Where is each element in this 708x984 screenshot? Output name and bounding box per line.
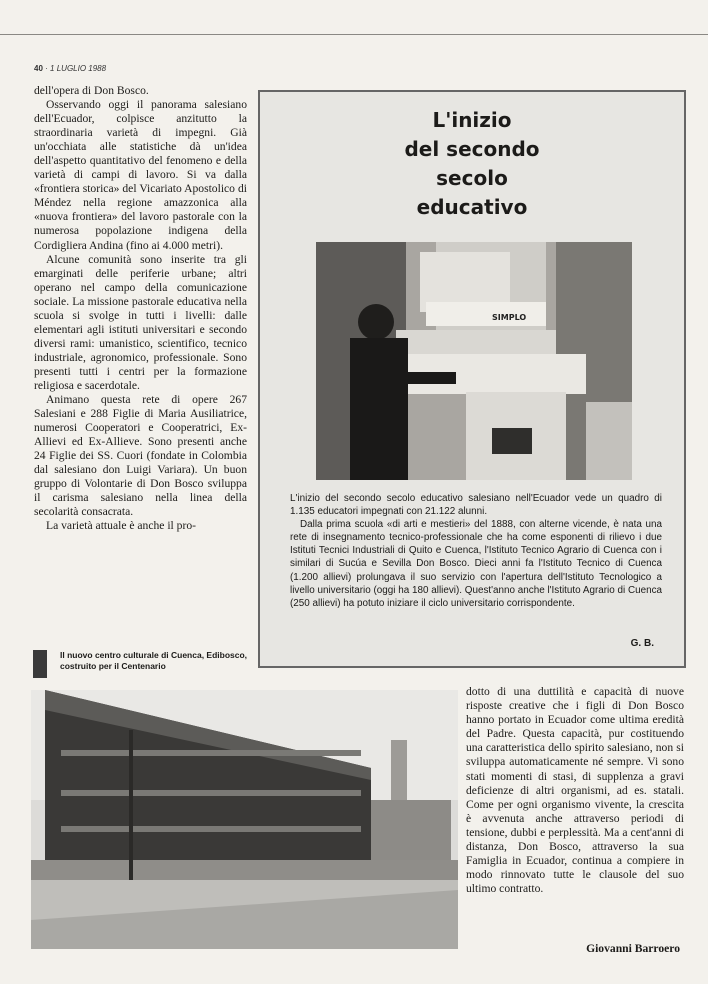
feature-box bbox=[258, 90, 686, 668]
paragraph: La varietà attuale è anche il pro- bbox=[46, 519, 196, 533]
feature-title-line: del secondo bbox=[404, 137, 540, 161]
photo-milling-machine bbox=[316, 242, 632, 480]
building-illustration bbox=[31, 690, 458, 949]
feature-title-line: L'inizio bbox=[432, 108, 512, 132]
paragraph: dell'opera di Don Bosco. bbox=[34, 84, 149, 97]
photo-building bbox=[31, 690, 458, 949]
caption-paragraph: L'inizio del secondo secolo educativo salesiano nell'Ecuador vede un quadro di 1.135 educatori impegnati con 21.122 alunni. bbox=[290, 493, 662, 518]
header-separator: · bbox=[45, 64, 48, 73]
photo-caption: Il nuovo centro culturale di Cuenca, Edibosco, costruito per il Centenario bbox=[60, 650, 248, 671]
caption-paragraph: Dalla prima scuola «di arti e mestieri» del 1888, con alterne vicende, è nata una rete di insegnamento tecnico-professionale che ha come esponenti di rilievo i due Istituti Tecnici Industriali di Quito e Cuenca, l'Istituto Tecnico Agrario di Cuenca con i similari di Sucúa e Sevilla Don Bosco. Dieci anni fa l'Istituto Tecnico di Cuenca (1.200 allievi) prolungava il suo servizio con l'apertura dell'Istituto Tecnologico a livello universitario (oggi ha 180 allievi). Quest'anno anche l'Istituto Agrario di Cuenca (250 allievi) ha potuto iniziare il ciclo universitario corrispondente. bbox=[290, 519, 662, 609]
paragraph: Alcune comunità sono inserite tra gli emarginati delle periferie urbane; altri operano nel campo della comunicazione sociale. La missione pastorale educativa nella scuola si svolge in tutti i livelli: dalle elementari agli istituti universitari e secondo diversi rami: umanistico, scientifico, tecnico industriale, agronomico, professionale. Sono presenti tutti i centri per la formazione religiosa e sacerdotale. bbox=[34, 252, 247, 392]
caption-signature: G. B. bbox=[630, 638, 654, 649]
machine-illustration bbox=[316, 242, 632, 480]
feature-title-line: secolo bbox=[436, 166, 508, 190]
left-column bbox=[34, 84, 247, 534]
machine-label: SIMPLO bbox=[492, 313, 527, 322]
top-rule bbox=[0, 34, 708, 35]
right-column: dotto di una duttilità e capacità di nuove risposte creative che i figli di Don Bosco hanno portato in Ecuador come ultima eredità del Padre. Questa capacità, pur costituendo una caratteristica dello spirito salesiano, non si sviluppa automaticamente né sempre. Vi sono stati momenti di stasi, di supplenza a gravi deficienze di altri organismi, ad es. statali. Come per ogni organismo vivente, la crescita è avvenuta anche attraverso periodi di tensione, dubbi e perplessità. Ma a cent'anni di distanza, Don Bosco, attraverso la sua Famiglia in Ecuador, continua a compiere in modo rinnovato tutte le clausole del suo ultimo contratto. bbox=[466, 685, 684, 896]
feature-caption bbox=[290, 492, 662, 610]
paragraph: Animano questa rete di opere 267 Salesiani e 288 Figlie di Maria Ausiliatrice, numerosi Cooperatori e Cooperatrici, Ex-Allievi ed Ex-Allieve. Sono presenti anche 24 Figlie dei SS. Cuori (fondate in Colombia dal salesiano don Luigi Variara). Un buon gruppo di Volontarie di Don Bosco sviluppa il carisma salesiano nella linea della secolarità consacrata. bbox=[34, 393, 247, 519]
page-number: 40 bbox=[34, 64, 43, 73]
author-signature: Giovanni Barroero bbox=[586, 942, 680, 955]
page-header bbox=[34, 64, 106, 73]
feature-title bbox=[260, 106, 684, 222]
paragraph: Osservando oggi il panorama salesiano dell'Ecuador, colpisce anzitutto la straordinaria varietà di impegni. Già un'occhiata alle statistiche dà un'idea dell'aspetto quantitativo del fenomeno e della varietà di campi di lavoro. Si va dalla «frontiera storica» del Vicariato Apostolico di Méndez nella regione amazzonica alla «nuova frontiera» del lavoro pastorale con la numerosa popolazione indigena della Cordigliera Andina (fino ai 4.000 metri). bbox=[34, 98, 247, 252]
caption-marker-bar bbox=[33, 650, 47, 678]
issue-date: 1 LUGLIO 1988 bbox=[50, 64, 107, 73]
feature-title-line: educativo bbox=[416, 195, 528, 219]
